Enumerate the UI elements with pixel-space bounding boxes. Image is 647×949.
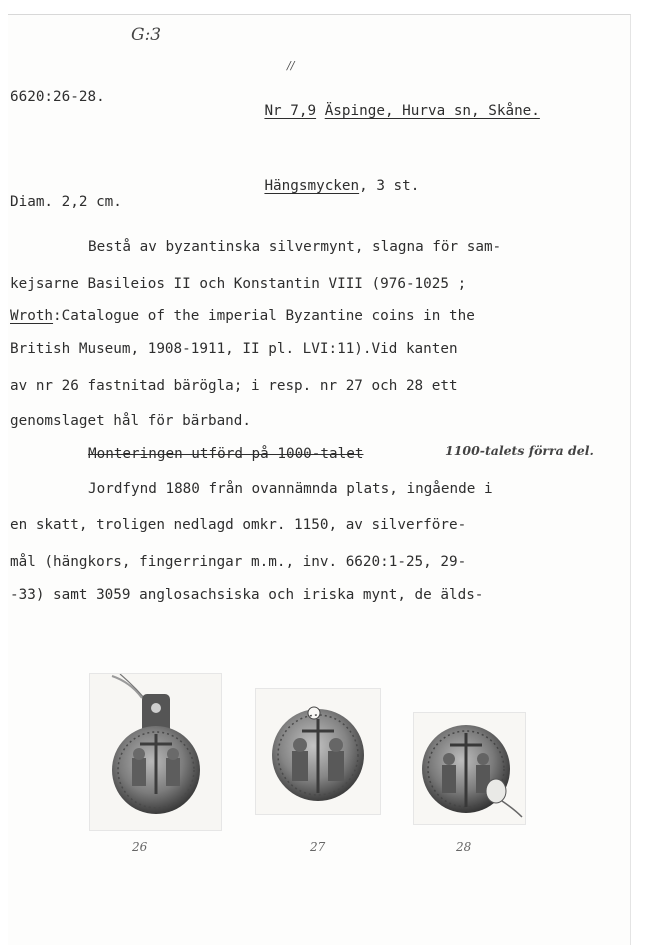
find-line: -33) samt 3059 anglosachsiska och iriska mynt, de älds- [10,587,484,603]
body-line: genomslaget hål för bärband. [10,413,252,429]
coin-photo-27 [255,688,381,815]
object-name: Hängsmycken [264,178,360,195]
body-line: kejsarne Basileios II och Konstantin VIII (976-1025 ; [10,276,467,292]
inventory-number: 6620:26-28. [10,89,105,105]
find-line: en skatt, troligen nedlagd omkr. 1150, av silverföre- [10,517,467,533]
coin-photo-28 [413,712,526,825]
coin-photo-26 [89,673,222,831]
reference-title: :Catalogue of the imperial Byzantine coins in the [53,308,475,324]
body-line: av nr 26 fastnitad bärögla; i resp. nr 27 och 28 ett [10,378,458,394]
mounting-typed: Monteringen utförd på 1000-talet [88,446,364,462]
diameter: Diam. 2,2 cm. [10,194,122,210]
number-prefix: Nr 7,9 [264,103,317,120]
object-title [230,165,419,208]
find-line: mål (hängkors, fingerringar m.m., inv. 6620:1-25, 29- [10,554,467,570]
mounting-handwritten: 1100-talets förra del. [445,443,594,458]
place-name: Äspinge, Hurva sn, Skåne. [324,103,540,120]
object-count: , 3 st. [359,178,420,195]
photo-label-27: 27 [310,840,326,854]
reference-author: Wroth [10,308,54,324]
find-line: Jordfynd 1880 från ovannämnda plats, ingående i [88,481,493,497]
catalog-card [8,14,631,945]
body-line: Bestå av byzantinska silvermynt, slagna för sam- [88,239,502,255]
header-mark: // [287,59,295,72]
find-place [230,90,540,133]
photo-label-28: 28 [456,840,472,854]
corner-note: G:3 [131,25,162,45]
body-line [10,309,475,323]
photo-label-26: 26 [132,840,148,854]
body-line: British Museum, 1908-1911, II pl. LVI:11).Vid kanten [10,341,458,357]
